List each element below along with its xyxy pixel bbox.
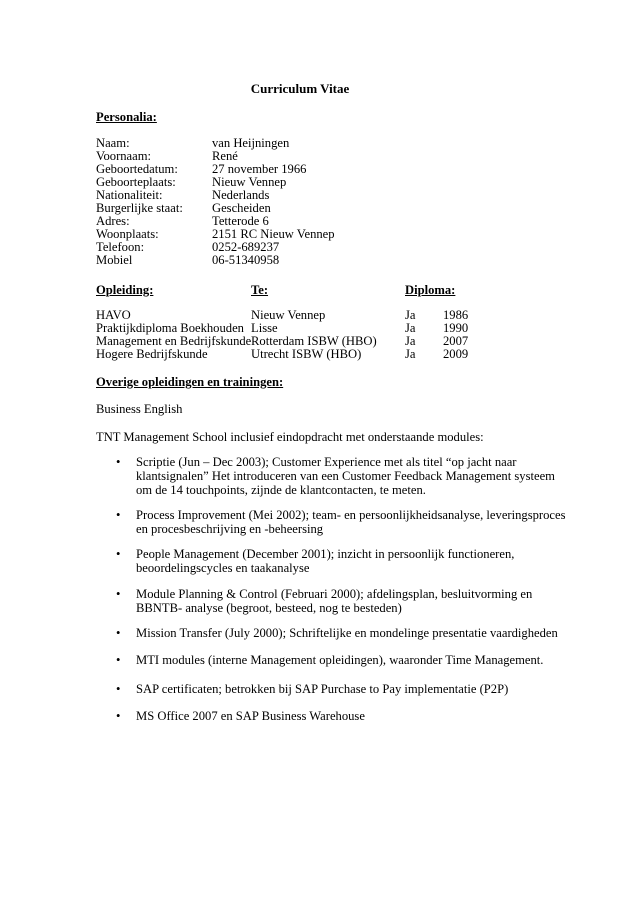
personalia-label: Voornaam: bbox=[96, 149, 152, 163]
bullet-icon: • bbox=[116, 547, 121, 561]
opleiding-diploma: Ja bbox=[405, 334, 416, 348]
opleiding-year: 2007 bbox=[443, 334, 469, 348]
business-english-text: Business English bbox=[96, 402, 183, 416]
opleiding-diploma: Ja bbox=[405, 308, 416, 322]
personalia-value: 06-51340958 bbox=[212, 253, 280, 267]
opleiding-place: Rotterdam ISBW (HBO) bbox=[251, 334, 377, 348]
bullet-icon: • bbox=[116, 682, 121, 696]
list-item-text bbox=[136, 508, 566, 536]
personalia-label: Geboorteplaats: bbox=[96, 175, 176, 189]
opleiding-place: Nieuw Vennep bbox=[251, 308, 326, 322]
list-item-text bbox=[136, 682, 556, 696]
list-item-text bbox=[136, 455, 556, 497]
list-item-text bbox=[136, 547, 556, 575]
opleiding-heading: Opleiding: bbox=[96, 283, 154, 297]
document-title bbox=[0, 82, 600, 96]
list-item-line: MS Office 2007 en SAP Business Warehouse bbox=[136, 709, 365, 723]
list-item-line: en procesbeschrijving en -beheersing bbox=[136, 522, 324, 536]
personalia-label: Naam: bbox=[96, 136, 130, 150]
list-item-line: SAP certificaten; betrokken bij SAP Purchase to Pay implementatie (P2P) bbox=[136, 682, 509, 696]
opleiding-name: Hogere Bedrijfskunde bbox=[96, 347, 208, 361]
list-item-line: BBNTB- analyse (begroot, besteed, nog te besteden) bbox=[136, 601, 402, 615]
tnt-intro-text: TNT Management School inclusief eindopdracht met onderstaande modules: bbox=[96, 430, 484, 444]
list-item-text bbox=[136, 626, 556, 640]
overige-heading: Overige opleidingen en trainingen: bbox=[96, 375, 284, 389]
personalia-value: Gescheiden bbox=[212, 201, 271, 215]
list-item-line: Module Planning & Control (Februari 2000); afdelingsplan, besluitvorming en bbox=[136, 587, 533, 601]
list-item-text bbox=[136, 587, 556, 615]
list-item-line: beoordelingscycles en taakanalyse bbox=[136, 561, 310, 575]
bullet-icon: • bbox=[116, 587, 121, 601]
personalia-label: Adres: bbox=[96, 214, 130, 228]
personalia-label: Mobiel bbox=[96, 253, 133, 267]
opleiding-name: Management en Bedrijfskunde bbox=[96, 334, 252, 348]
bullet-icon: • bbox=[116, 508, 121, 522]
personalia-label: Woonplaats: bbox=[96, 227, 159, 241]
bullet-icon: • bbox=[116, 455, 121, 469]
opleiding-name: Praktijkdiploma Boekhouden bbox=[96, 321, 244, 335]
personalia-label: Nationaliteit: bbox=[96, 188, 163, 202]
personalia-value: Nederlands bbox=[212, 188, 270, 202]
personalia-value: 0252-689237 bbox=[212, 240, 280, 254]
personalia-label: Geboortedatum: bbox=[96, 162, 178, 176]
personalia-value: van Heijningen bbox=[212, 136, 290, 150]
bullet-icon: • bbox=[116, 709, 121, 723]
list-item-line: klantsignalen” Het introduceren van een Customer Feedback Management systeem bbox=[136, 469, 555, 483]
opleiding-place: Utrecht ISBW (HBO) bbox=[251, 347, 362, 361]
opleiding-year: 1990 bbox=[443, 321, 469, 335]
personalia-value: 2151 RC Nieuw Vennep bbox=[212, 227, 335, 241]
personalia-heading: Personalia: bbox=[96, 110, 157, 124]
list-item-line: Mission Transfer (July 2000); Schriftelijke en mondelinge presentatie vaardigheden bbox=[136, 626, 558, 640]
list-item-line: Process Improvement (Mei 2002); team- en persoonlijkheidsanalyse, leveringsproces bbox=[136, 508, 566, 522]
list-item-line: MTI modules (interne Management opleidingen), waaronder Time Management. bbox=[136, 653, 544, 667]
personalia-value: Tetterode 6 bbox=[212, 214, 269, 228]
opleiding-diploma: Ja bbox=[405, 347, 416, 361]
opleiding-year: 1986 bbox=[443, 308, 469, 322]
personalia-label: Telefoon: bbox=[96, 240, 145, 254]
title-text: Curriculum Vitae bbox=[250, 81, 350, 96]
personalia-label: Burgerlijke staat: bbox=[96, 201, 183, 215]
opleiding-name: HAVO bbox=[96, 308, 131, 322]
list-item-line: om de 14 touchpoints, zijnde de klantcontacten, te meten. bbox=[136, 483, 426, 497]
personalia-value: René bbox=[212, 149, 238, 163]
list-item-text bbox=[136, 709, 556, 723]
te-heading: Te: bbox=[251, 283, 269, 297]
personalia-value: 27 november 1966 bbox=[212, 162, 307, 176]
list-item-text bbox=[136, 653, 556, 667]
opleiding-place: Lisse bbox=[251, 321, 278, 335]
diploma-heading: Diploma: bbox=[405, 283, 456, 297]
personalia-value: Nieuw Vennep bbox=[212, 175, 287, 189]
bullet-icon: • bbox=[116, 653, 121, 667]
list-item-line: Scriptie (Jun – Dec 2003); Customer Experience met als titel “op jacht naar bbox=[136, 455, 517, 469]
opleiding-diploma: Ja bbox=[405, 321, 416, 335]
opleiding-year: 2009 bbox=[443, 347, 469, 361]
bullet-icon: • bbox=[116, 626, 121, 640]
list-item-line: People Management (December 2001); inzicht in persoonlijk functioneren, bbox=[136, 547, 515, 561]
